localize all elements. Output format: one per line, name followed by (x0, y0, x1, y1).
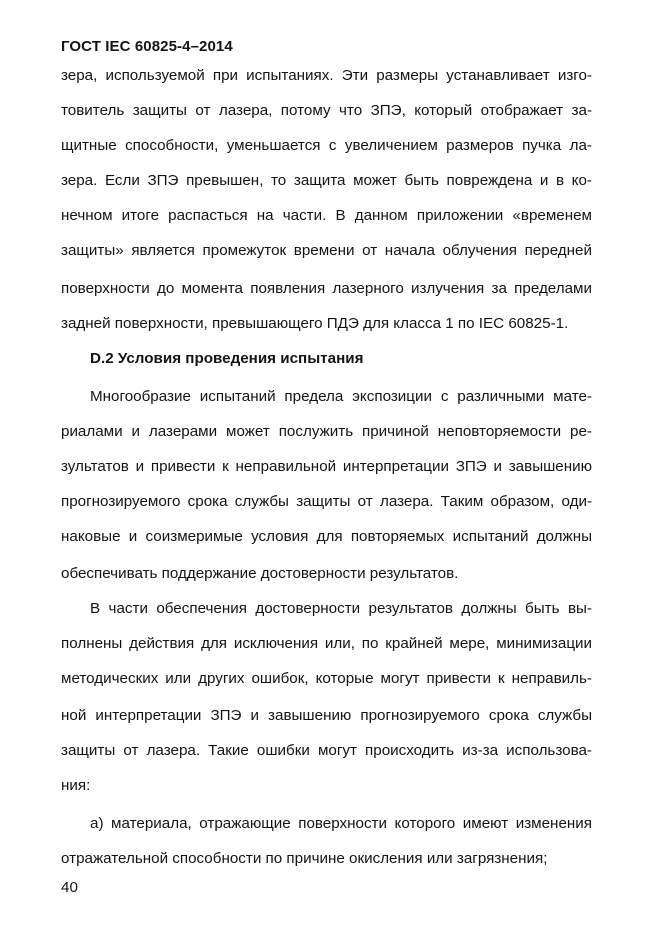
paragraph-3-line-3: методических или других ошибок, которые могут привести к неправиль- (61, 670, 592, 687)
paragraph-3-line-1: В части обеспечения достоверности результатов должны быть вы- (90, 600, 592, 617)
page-number: 40 (61, 879, 78, 896)
paragraph-1-line-2: товитель защиты от лазера, потому что ЗПЭ, который отображает за- (61, 102, 592, 119)
document-header-title: ГОСТ IEC 60825-4–2014 (61, 38, 233, 55)
section-heading: D.2 Условия проведения испытания (90, 350, 364, 367)
paragraph-1-line-6: защиты» является промежуток времени от начала облучения передней (61, 242, 592, 259)
list-item-a-line-1: а) материала, отражающие поверхности которого имеют изменения (90, 815, 592, 832)
paragraph-2-line-1: Многообразие испытаний предела экспозиции с различными мате- (90, 388, 592, 405)
list-item-a-line-2: отражательной способности по причине окисления или загрязнения; (61, 850, 548, 867)
paragraph-1-line-8: задней поверхности, превышающего ПДЭ для класса 1 по IEC 60825-1. (61, 315, 569, 332)
paragraph-3-line-5: защиты от лазера. Такие ошибки могут происходить из-за использова- (61, 742, 592, 759)
paragraph-2-line-5: наковые и соизмеримые условия для повторяемых испытаний должны (61, 528, 592, 545)
paragraph-1-line-7: поверхности до момента появления лазерного излучения за пределами (61, 280, 592, 297)
paragraph-1-line-3: щитные способности, уменьшается с увеличением размеров пучка ла- (61, 137, 592, 154)
paragraph-1-line-1: зера, используемой при испытаниях. Эти размеры устанавливает изго- (61, 67, 592, 84)
paragraph-3-line-6: ния: (61, 777, 91, 794)
paragraph-2-line-4: прогнозируемого срока службы защиты от лазера. Таким образом, оди- (61, 493, 592, 510)
paragraph-2-line-2: риалами и лазерами может послужить причиной неповторяемости ре- (61, 423, 592, 440)
paragraph-1-line-4: зера. Если ЗПЭ превышен, то защита может быть повреждена и в ко- (61, 172, 592, 189)
paragraph-3-line-2: полнены действия для исключения или, по крайней мере, минимизации (61, 635, 592, 652)
paragraph-2-line-3: зультатов и привести к неправильной интерпретации ЗПЭ и завышению (61, 458, 592, 475)
paragraph-2-line-6: обеспечивать поддержание достоверности результатов. (61, 565, 459, 582)
paragraph-1-line-5: нечном итоге распасться на части. В данном приложении «временем (61, 207, 592, 224)
paragraph-3-line-4: ной интерпретации ЗПЭ и завышению прогнозируемого срока службы (61, 707, 592, 724)
